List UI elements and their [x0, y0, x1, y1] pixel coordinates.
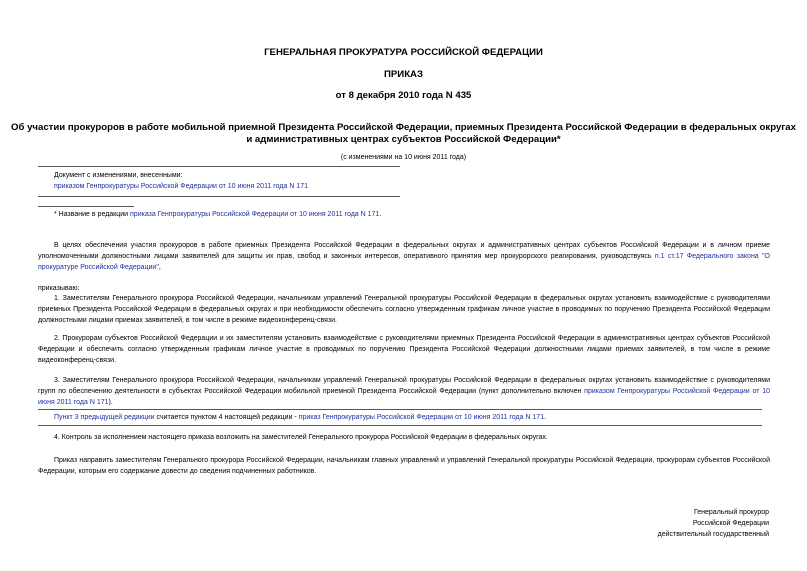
signature-line2: Российской Федерации — [692, 520, 769, 527]
changes-box-link[interactable]: приказом Генпрокуратуры Российской Федерации от 10 июня 2011 года N 171 — [54, 183, 309, 190]
signature-block — [658, 507, 769, 540]
redaction-note-top-rule — [38, 409, 762, 410]
document-title — [0, 122, 807, 146]
footnote: * Название в редакции приказа Генпрокуратуры Российской Федерации от 10 июня 2011 года N 171. — [54, 211, 382, 218]
redaction-note-bottom-rule — [38, 425, 762, 426]
item-1: 1. Заместителям Генерального прокурора Российской Федерации, начальникам управлений Генеральной прокуратуры Российской Федерации в федеральных округах установить взаимодействие с руководителями приемных Президента Российской Федерации в федеральных округах и при необходимости обеспечить согласно утвержденным графикам личное участие в проводимых по поручению Президента Российской Федерации должностными лицами приемах заявителей, в том числе в режиме видеоконференц-связи. — [38, 295, 770, 324]
preamble-text: В целях обеспечения участия прокуроров в работе приемных Президента Российской Федерации в федеральных округах и административных центрах субъектов Российской Федерации и в личном приеме уполномоченными должностными лицами заявителей для защиты их прав, свобод и законных интересов, оперативного принятия мер прокурорского реагирования, руководствуясь — [38, 242, 770, 260]
changes-box-label: Документ с изменениями, внесенными: — [54, 172, 183, 179]
document-title-line2: и административных центрах субъектов Российской Федерации* — [246, 134, 561, 145]
redaction-note-link-previous[interactable]: Пункт 3 предыдущей редакции — [54, 414, 155, 421]
changes-box — [54, 170, 400, 192]
order-word: приказываю: — [38, 285, 80, 292]
document-date-number: от 8 декабря 2010 года N 435 — [335, 90, 472, 101]
footnote-rule — [38, 206, 134, 207]
preamble-paragraph: В целях обеспечения участия прокуроров в работе приемных Президента Российской Федерации в федеральных округах и административных центрах субъектов Российской Федерации и в личном приеме уполномоченными должностными лицами заявителей для защиты их прав, свобод и законных интересов, оперативного принятия мер прокурорского реагирования, руководствуясь п.1 ст.17 Федерального закона "О прокуратуре Российской Федерации", — [38, 242, 770, 271]
redaction-note-text: считается пунктом 4 настоящей редакции - — [154, 414, 299, 421]
item-2: 2. Прокурорам субъектов Российской Федерации и их заместителям установить взаимодействие с руководителями приемных Президента Российской Федерации в административных центрах субъектов Российской Федерации и обеспечить согласно утвержденным графикам личное участие в проводимых по поручению Президента Российской Федерации должностными лицами приемах заявителей, в том числе в режиме видеоконференц-связи. — [38, 335, 770, 364]
signature-line1: Генеральный прокурор — [693, 509, 769, 516]
preamble-law-link[interactable]: п.1 ст.17 Федерального закона "О прокуратуре Российской Федерации" — [38, 253, 770, 271]
organization-name: ГЕНЕРАЛЬНАЯ ПРОКУРАТУРА РОССИЙСКОЙ ФЕДЕРАЦИИ — [264, 47, 543, 58]
item-4: 4. Контроль за исполнением настоящего приказа возложить на заместителей Генерального прокурора Российской Федерации в федеральных округах. — [54, 434, 548, 441]
signature-line3: действительный государственный — [657, 531, 769, 538]
redaction-note-link-order[interactable]: приказ Генпрокуратуры Российской Федерации от 10 июня 2011 года N 171 — [298, 414, 545, 421]
item-3-text: 3. Заместителям Генерального прокурора Российской Федерации, начальникам управлений Генеральной прокуратуры Российской Федерации в федеральных округах установить взаимодействие с руководителями групп по обеспечению деятельности в субъектах Российской Федерации мобильной приемной Президента Российской Федерации (пункт дополнительно включен — [38, 377, 770, 395]
document-type: ПРИКАЗ — [384, 69, 423, 80]
amendments-note: (с изменениями на 10 июня 2011 года) — [340, 154, 467, 161]
document-title-line1: Об участии прокуроров в работе мобильной приемной Президента Российской Федерации, приемных Президента Российской Федерации в федеральных округах — [11, 122, 796, 133]
redaction-note: Пункт 3 предыдущей редакции считается пунктом 4 настоящей редакции - приказ Генпрокуратуры Российской Федерации от 10 июня 2011 года N 171. — [54, 414, 547, 421]
changes-box-top-rule — [38, 166, 400, 167]
footnote-link[interactable]: приказа Генпрокуратуры Российской Федерации от 10 июня 2011 года N 171 — [130, 211, 380, 218]
closing-paragraph: Приказ направить заместителям Генерального прокурора Российской Федерации, начальникам главных управлений и управлений Генеральной прокуратуры Российской Федерации, прокурорам субъектов Российской Федерации, которым его содержание довести до сведения подчиненных работников. — [38, 457, 770, 475]
footnote-prefix: * Название в редакции — [54, 211, 131, 218]
changes-box-bottom-rule — [38, 196, 400, 197]
item-3: 3. Заместителям Генерального прокурора Российской Федерации, начальникам управлений Генеральной прокуратуры Российской Федерации в федеральных округах установить взаимодействие с руководителями групп по обеспечению деятельности в субъектах Российской Федерации мобильной приемной Президента Российской Федерации (пункт дополнительно включен приказом Генпрокуратуры Российской Федерации от 10 июня 2011 года N 171). — [38, 377, 770, 406]
item-3-link[interactable]: приказом Генпрокуратуры Российской Федерации от 10 июня 2011 года N 171 — [38, 388, 770, 406]
